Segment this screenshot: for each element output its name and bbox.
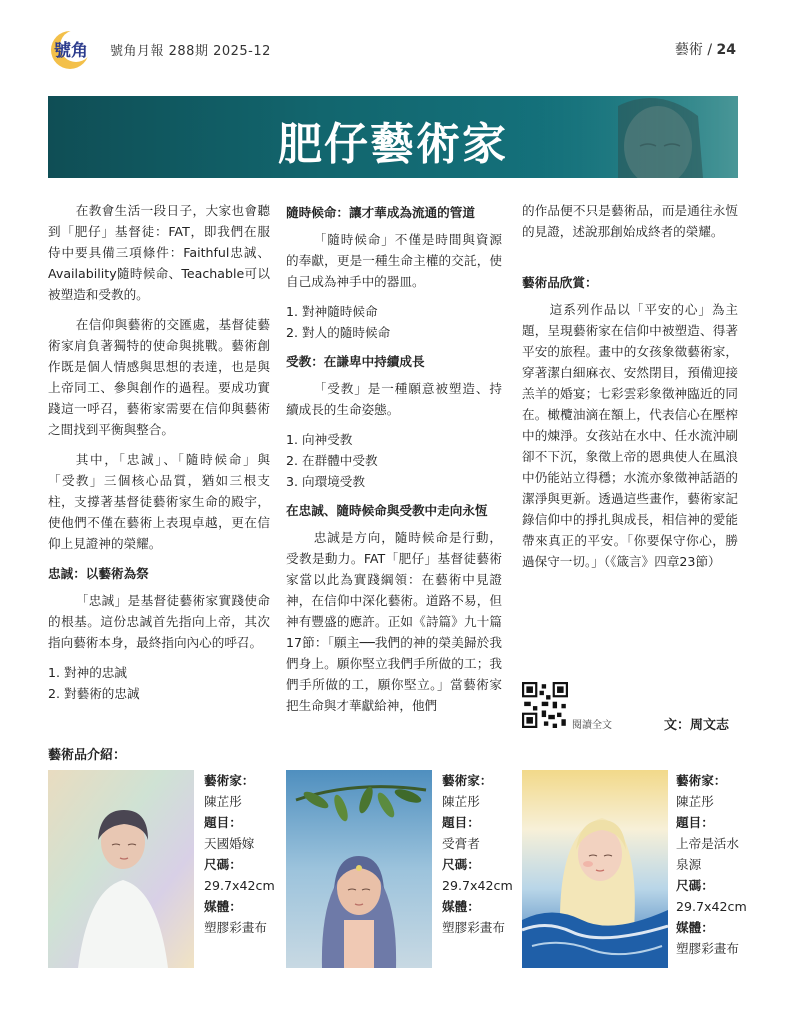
- page-header: [48, 28, 748, 68]
- page-number: [675, 39, 736, 59]
- list-item: 1. 對神隨時候命: [286, 304, 378, 319]
- article-column-3: [522, 200, 738, 581]
- artwork-image-anointed: [286, 770, 432, 968]
- list-item: 3. 向環境受教: [286, 474, 365, 489]
- artwork-size: 29.7x42cm: [676, 899, 747, 914]
- artist-label: 藝術家：: [676, 773, 727, 788]
- paragraph: 「忠誠」是基督徒藝術家實踐使命的根基。這份忠誠首先指向上帝，其次指向藝術本身，最終指向內心的呼召。: [48, 593, 270, 650]
- list: [286, 429, 502, 492]
- title-banner: [48, 96, 738, 178]
- author-credit: 文：周文志: [664, 718, 730, 733]
- artist-label: 藝術家：: [442, 773, 493, 788]
- artwork-title: 上帝是活水泉源: [676, 836, 739, 872]
- artwork-medium: 塑膠彩畫布: [204, 920, 267, 935]
- article-column-2: [286, 200, 502, 725]
- paragraph: 「隨時候命」不僅是時間與資源的奉獻，更是一種生命主權的交託，使自己成為神手中的器皿。: [286, 232, 502, 289]
- artwork-medium: 塑膠彩畫布: [676, 941, 739, 956]
- size-label: 尺碼：: [204, 857, 242, 872]
- size-label: 尺碼：: [676, 878, 714, 893]
- title-label: 題目：: [204, 815, 242, 830]
- section-heading: 在忠誠、隨時候命與受教中走向永恆: [286, 503, 488, 518]
- list-item: 2. 在群體中受教: [286, 453, 378, 468]
- article-column-1: [48, 200, 270, 712]
- paragraph: 忠誠是方向，隨時候命是行動，受教是動力。FAT「肥仔」基督徒藝術家當以此為實踐綱領：在藝術中見證神，在信仰中深化藝術。道路不易，但神有豐盛的應許。正如《詩篇》九十篇17節：「願主──我們的神的榮美歸於我們身上。願你堅立我們手所做的工；我們手所做的工，願你堅立。」當藝術家把生命與才華獻給神，他們: [286, 530, 502, 713]
- paragraph: 這系列作品以「平安的心」為主題，呈現藝術家在信仰中被塑造、得著平安的旅程。畫中的女孩象徵藝術家，穿著潔白細麻衣、安然閉目，預備迎接羔羊的婚宴；七彩雲彩象徵神臨近的同在。橄欖油滴在額上，代表信心在壓榨中的煉淨。女孩站在水中、任水流沖刷卻不下沉，象徵上帝的恩典使人在風浪中仍能站立得穩；水流亦象徵神話語的潔淨與更新。透過這些畫作，藝術家記錄信仰中的掙扎與成長，相信神的愛能帶來真正的平安。「你要保守你心，勝過保守一切。」（《箴言》四章23節）: [522, 302, 738, 569]
- artwork-details: [676, 770, 750, 959]
- list: [48, 662, 270, 704]
- paragraph: 在信仰與藝術的交匯處，基督徒藝術家肩負著獨特的使命與挑戰。藝術創作既是個人情感與思想的表達，也是與上帝同工、參與創作的過程。要成功實踐這一呼召，藝術家需要在信仰與藝術之間找到平衡與整合。: [48, 317, 270, 437]
- section-name: 藝術 /: [674, 42, 717, 58]
- medium-label: 媒體：: [204, 899, 242, 914]
- qr-code-icon[interactable]: [522, 682, 568, 728]
- title-label: 題目：: [676, 815, 714, 830]
- section-heading: 受教：在謙卑中持續成長: [286, 354, 425, 369]
- section-heading: 忠誠：以藝術為祭: [48, 566, 149, 581]
- artwork-image-bride: [48, 770, 194, 968]
- paragraph: 「受教」是一種願意被塑造、持續成長的生命姿態。: [286, 381, 502, 417]
- title-label: 題目：: [442, 815, 480, 830]
- artwork-details: [204, 770, 284, 938]
- section-heading: 隨時候命：讓才華成為流通的管道: [286, 205, 475, 220]
- artist-name: 陳芷彤: [204, 794, 242, 809]
- artist-name: 陳芷彤: [676, 794, 714, 809]
- medium-label: 媒體：: [442, 899, 480, 914]
- artwork-title: 天國婚嫁: [204, 836, 255, 851]
- section-heading: 藝術品欣賞：: [522, 275, 598, 290]
- page-title: 肥仔藝術家: [278, 119, 508, 170]
- svg-text:號角: 號角: [54, 41, 88, 61]
- artwork-details: [442, 770, 522, 938]
- magazine-info: 號角月報 288期 2025-12: [110, 44, 271, 59]
- medium-label: 媒體：: [676, 920, 714, 935]
- paragraph: 其中，「忠誠」、「隨時候命」與「受教」三個核心品質，猶如三根支柱，支撐著基督徒藝術家生命的殿宇，使他們不僅在藝術上表現卓越，更在信仰上見證神的榮耀。: [48, 452, 270, 551]
- qr-label: 閱讀全文: [572, 720, 612, 731]
- artwork-title: 受膏者: [442, 836, 480, 851]
- magazine-logo: [48, 28, 100, 72]
- page-number-value: 24: [716, 42, 736, 58]
- size-label: 尺碼：: [442, 857, 480, 872]
- list-item: 2. 對人的隨時候命: [286, 325, 391, 340]
- list-item: 1. 向神受教: [286, 432, 353, 447]
- list-item: 2. 對藝術的忠誠: [48, 686, 140, 701]
- artwork-image-living-water: [522, 770, 668, 968]
- paragraph: 的作品便不只是藝術品，而是通往永恆的見證，述說那創始成終者的榮耀。: [522, 203, 738, 239]
- list-item: 1. 對神的忠誠: [48, 665, 127, 680]
- artwork-medium: 塑膠彩畫布: [442, 920, 505, 935]
- artist-name: 陳芷彤: [442, 794, 480, 809]
- list: [286, 301, 502, 343]
- artwork-size: 29.7x42cm: [204, 878, 275, 893]
- artworks-heading: 藝術品介紹：: [48, 748, 127, 763]
- paragraph: 在教會生活一段日子，大家也會聽到「肥仔」基督徒：FAT，即我們在服侍中要具備三項條件：Faithful忠誠、Availability隨時候命、Teachable可以被塑造和受教的。: [48, 203, 270, 302]
- artwork-size: 29.7x42cm: [442, 878, 513, 893]
- artist-label: 藝術家：: [204, 773, 255, 788]
